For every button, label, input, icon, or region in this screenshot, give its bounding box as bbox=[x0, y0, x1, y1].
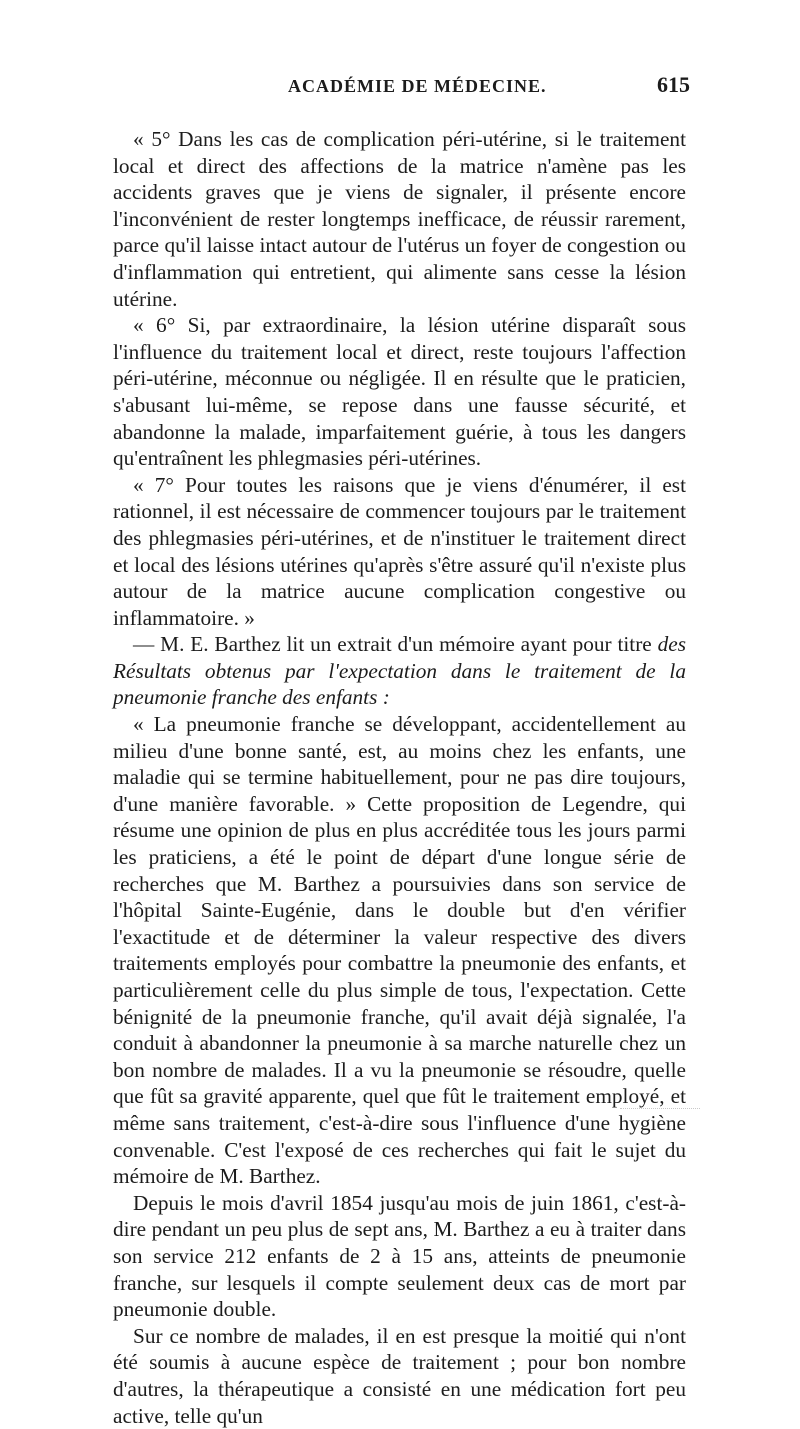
paragraph-6: « 6° Si, par extraordinaire, la lésion utérine disparaît sous l'influence du traitement local et direct, reste toujours l'affection péri-utérine, méconnue ou négligée. Il en résulte que le praticien, s'abusant lui-même, se repose dans une fausse sécurité, et abandonne la malade, imparfaitement guérie, à tous les dangers qu'entraînent les phlegmasies péri-utérines. bbox=[113, 313, 686, 471]
paragraph-barthez-intro bbox=[113, 631, 686, 711]
body-text bbox=[113, 126, 686, 1429]
bleed-through-mark bbox=[620, 1108, 700, 1119]
paragraph-pneumonie: « La pneumonie franche se développant, accidentellement au milieu d'une bonne santé, est, au moins chez les enfants, une maladie qui se termine habituellement, pour ne pas dire toujours, d'une manière favorable. » Cette proposition de Legendre, qui résume une opinion de plus en plus accréditée tous les jours parmi les praticiens, a été le point de départ d'une longue série de recherches que M. Barthez a poursuivies dans son service de l'hôpital Sainte-Eugénie, dans le double but d'en vérifier l'exactitude et de déterminer la valeur respective des divers traitements employés pour combattre la pneumonie des enfants, et particulièrement celle du plus simple de tous, l'expectation. Cette bénignité de la pneumonie franche, qu'il avait déjà signalée, l'a conduit à abandonner la pneumonie à sa marche naturelle chez un bon nombre de malades. Il a vu la pneumonie se résoudre, quelle que fût sa gravité apparente, quel que fût le traitement employé, et même sans traitement, c'est-à-dire sous l'influence d'une hygiène convenable. C'est l'exposé de ces recherches qui fait le sujet du mémoire de M. Barthez. bbox=[113, 712, 686, 1189]
paragraph-5: « 5° Dans les cas de complication péri-utérine, si le traitement local et direct des affections de la matrice n'amène pas les accidents graves que je viens de signaler, il présente encore l'inconvénient de rester longtemps inefficace, de réussir rarement, parce qu'il laisse intact autour de l'utérus un foyer de congestion ou d'inflammation qui entretient, qui alimente sans cesse la lésion utérine. bbox=[113, 127, 686, 311]
memoir-title: des Résultats obtenus par l'expectation dans le traitement de la pneumonie franche des enfants : bbox=[113, 632, 686, 710]
page-number: 615 bbox=[657, 72, 690, 97]
paragraph-treatment: Sur ce nombre de malades, il en est presque la moitié qui n'ont été soumis à aucune espèce de traitement ; pour bon nombre d'autres, la thérapeutique a consisté en une médication fort peu active, telle qu'un bbox=[113, 1323, 686, 1428]
running-title: ACADÉMIE DE MÉDECINE. bbox=[288, 76, 547, 96]
paragraph-statistics: Depuis le mois d'avril 1854 jusqu'au mois de juin 1861, c'est-à-dire pendant un peu plus de sept ans, M. Barthez a eu à traiter dans son service 212 enfants de 2 à 15 ans, atteints de pneumonie franche, sur lesquels il compte seulement deux cas de mort par pneumonie double. bbox=[113, 1190, 686, 1322]
page-header bbox=[100, 70, 690, 110]
paragraph-7: « 7° Pour toutes les raisons que je viens d'énumérer, il est rationnel, il est nécessaire de commencer toujours par le traitement des phlegmasies péri-utérines, et de n'instituer le traitement direct et local des lésions utérines qu'après s'être assuré qu'il n'existe plus autour de la matrice aucune complication congestive ou inflammatoire. » bbox=[113, 472, 686, 630]
intro-text: — M. E. Barthez lit un extrait d'un mémoire ayant pour titre bbox=[133, 632, 658, 657]
